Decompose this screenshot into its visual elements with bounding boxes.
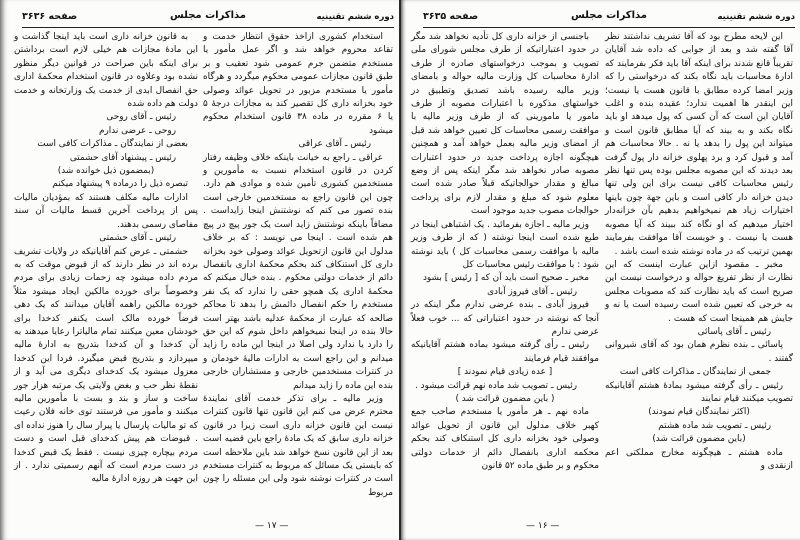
paragraph: پاسائی ـ بنده نظرم همان بود که آقای شیروانی گفتند .: [605, 340, 793, 364]
paragraph: باجنسی از خزانه داری کل تأدیه نخواهد شد مگر در حدود اعتباراتیکه از طرف مجلس شورای ملی تصویب و بموجب درخواستهای صادره از طرف ادارهٔ محاسبات کل وزارت مالیه حواله و بامضای وزیر مالیه رسیده باشد تصدیق وتطبیق در خواستهای مذکوره با اعتبارات مصوبه از طرف مامور یا مامورینی که از طرف وزیر مالیه با موافقت رسمی محاسبات کل تعیین خواهد شد قبل از امضای وزیر مالیه بعمل خواهد آمد و همچنین هیچگونه اجازه پرداخت جدید در حدود اعتبارات مصوبه صادر نخواهد شد مگر اینکه پس از وضع مبالغ و مقدار حوالجاتیکه قبلاً صادر شده است معلوم شود که مبلغ و مقدار لازم برای پرداخت حوالجات مصوب جدید موجود است: [411, 32, 599, 217]
paragraph: به قانون خزانه داری است باید اینجا گذاشت و این مادهٔ مجازات هم خیلی لازم است برداشتن برای اینکه باین صراحت در قوانین دیگر منظور نشده بود وعلاوه در قانون استخدام محکمهٔ اداری حق انفصال ابدی از خدمت یک وزارتخانه و خدمت دولت هم داده شده: [14, 32, 198, 110]
paragraph: وزیر مالیه ـ اجازه بفرمائید . یک اشتباهی اینجا در طبع شده است اینجا نوشته ( که از طرف وزیر مالیه با موافقت رسمی محاسبات کل ) باید نوشته شود : با موافقت رئیس محاسبات کل: [411, 219, 599, 270]
paragraph: ادارات مالیه مکلف هستند که بمؤدیان مالیات پس از پرداخت آخرین قسط مالیات آن سند مفاصای رسمی بدهند.: [14, 192, 198, 230]
header-rule: [22, 27, 394, 28]
text-column-right: [203, 31, 393, 500]
header-series: دوره ششم تقنینیه: [717, 12, 795, 22]
header-title: مذاکرات مجلس: [169, 10, 247, 21]
paragraph: فیروز آبادی ـ بنده عرضی ندارم مگر اینکه در آنجا که نوشته در حدود اعتباراتی که ... خوب فعلاً عرضی ندارم: [411, 300, 599, 337]
paragraph: مخبر ـ مقصود ازاین عبارت اینست که این نظارت از نظر تفریغ حواله و درخواست نیست این صریح است که باید نظارت کند که مصوبات مجلس به خرجی که تعیین شده است رسیده است یا نه و جایش هم همینجا است که هست .: [605, 259, 793, 324]
text-column-left: [411, 31, 599, 473]
speaker-line: رئیس ـ تصویب شد ماده هشتم: [658, 420, 771, 431]
stage-direction: (بمضمون ذیل خوانده شد): [57, 166, 155, 177]
header-rule: [423, 27, 795, 28]
stage-direction: ( باین مضمون قرائت شد ): [455, 393, 555, 404]
paragraph: وزیر مالیه ـ برای تذکر خدمت آقای نمایندهٔ محترم عرض می کنم این قانون تنها قانون کنترات نیست این قانون خزانه داری است زیرا در قانون خزانه داری سابق که یک مادهٔ راجع باین قضیه است بعد از این قانون نسخ خواهد شد باین ملاحظه است که بایستی یک مسائل که مربوط به کنترات مستخدم است در کنترات نوشته شود ولی این مسئله را چون مربوط: [203, 393, 393, 498]
paragraph: بعضی از نمایندگان ـ مذاکرات کافی است: [37, 139, 188, 150]
page-header: [423, 10, 795, 26]
stage-direction: (اکثر نمایندگان قیام نمودند): [648, 407, 750, 418]
paragraph: عراقی ـ راجع به خیانت باینکه خلاف وظیفه رفتار کردن در قانون استخدام نسبت به مأمورین و مستخدمین کشوری تأمین شده و موادی هم دارد. چون این قانون راجع به مستخدمین خارجی است بنده تصور می کنم که نوشتنش اینجا زایداست . مضافاً باینکه نوشتنش زاید است یک جور پیچ در پیچ هم شده است . اینجا می نویسد : که بر خلاف مدلول این قانون ازتحویل عوائد وصولی خود بخزانه داری کل استنکاف کند بحکم محکمهٔ اداری بانفصال دائم از خدمات دولتی محکوم . بنده خیال میکنم که محکمهٔ اداری یک همچو حقی را ندارد که یک نفر مستخدم را حکم انفصال دائمش را بدهد تا محاکم صالحه که عبارت از محکمهٔ عدلیه باشد بهتر است حالا بنده در اینجا نمیخواهم داخل شوم که این حق را دارد یا ندارد ولی اصلا در اینجا این ماده را زاید میدانم و این راجع است به ادارات مالیهٔ خودمان و در کنترات مستخدمین خارجی و مستشاران خارجی بنده این ماده را زاید میدانم: [203, 152, 393, 391]
paragraph: تبصره ذیل را درماده ۹ پیشنهاد میکنم: [52, 179, 188, 190]
speaker-line: رئیس ـ تصویب شد ماده نهم قرائت میشود .: [415, 380, 577, 391]
header-title: مذاکرات مجلس: [570, 10, 648, 21]
stage-direction: (باین مضمون قرائت شد): [652, 434, 746, 445]
paragraph: ماده نهم ـ هر مأمور یا مستخدم صاحب جمع کهبر خلاف مدلول این قانون از تحویل عوائد وصولی خود بخزانه داری کل استنکاف کند بحکم محکمه اداری بانفصال دائم از خدمات دولتی محکوم و بر طبق ماده ۵۲ قانون: [411, 407, 599, 471]
page-right: [401, 0, 800, 540]
paragraph: ماده هشتم ـ هیچگونه مخارج مملکتی اعم ازنقدی و: [605, 447, 793, 471]
speaker-line: رئیس ـ آقای فیروز آبادی: [487, 286, 577, 297]
speaker-line: رئیس ـ آقای پاسائی: [697, 326, 771, 337]
speaker-line: روحی ـ عرضی ندارم: [98, 125, 176, 136]
paragraph: رئیس ـ رأی گرفته میشود بمادهٔ هشتم آقایانیکه تصویب میکنند قیام نمایند: [605, 380, 793, 404]
header-series: دوره ششم تقنینیه: [316, 12, 394, 22]
paragraph: مخبر ـ صحیح است باید آن که [ رئیس ] بشود: [422, 273, 589, 284]
paragraph: رئیس ـ رأی گرفته میشود بماده هشتم آقایانیکه موافقند قیام فرمایند: [411, 340, 599, 364]
paragraph: این لایحه مطرح بود که آقا تشریف نداشتند نظر آقا گفته شد و بعد از جوابی که داده شد آقایان تقریباً قانع شدند برای اینکه آقا باید فکر بفرمایند که ادارهٔ محاسبات باید نگاه بکند که درخواستی را که وزیر امضا کرده مطابق با قانون هست یا نیست؛ این اینقدر ها اهمیت ندارد؛ عقیده بنده و اغلب آقایان این است که آن کسی که پول میدهد او باید نگاه بکند و به بیند که آیا مطابق قانون است و میتواند این پول را بدهد یا نه . حالا محاسبات هم آمد و قبول کرد و برد پهلوی خزانه دار پول گرفت بعد دیدند که این مصوبه مجلس بوده پس تنها نظر رئیس محاسبات کافی نیست برای این ولی تنها دیدن خزانه دار کافی است و باین جهة چون باینها اختیارات زیاد هم نمیخواهیم بدهیم بآن خزانه‌دار اختیار میدهیم که او نگاه کند ببیند که آیا مصوبه هست یا نیست . و خوبست آقا موافقت بفرمایند بهمین ترتیب که در ماده نوشته شده است باشد .: [605, 32, 793, 257]
paragraph: استخدام کشوری ازاخذ حقوق انتظار خدمت و تقاعد محروم خواهد شد و اگر عمل مأمور یا مستخدم متضمن جرم عمومی شود تعقیب و بر طبق قانون مجازات عمومی محکوم میگردد و هرگاه مأمور یا مستخدم مزبور در تحویل عوائد وصولی خود بخزانه داری کل تقصیر کند به مجازات درجهٔ ۵ یا ۶ مقرره در ماده ۳۸ قانون استخدام محکوم میشود: [203, 32, 393, 136]
text-column-right: [605, 31, 793, 473]
page-footer-number: — ۱۷ —: [255, 521, 289, 531]
header-page-number: صفحه ۳۶۳۶: [22, 11, 78, 22]
page-header: [22, 10, 394, 26]
page-footer-number: — ۱۶ —: [526, 521, 560, 531]
header-page-number: صفحه ۳۶۳۵: [423, 11, 479, 22]
paragraph: حشمتی ـ عرض کنم آقایانیکه در ولایات تشریف برده اند در نظر دارند که از قبوض موقت که به مردم داده میشود چه زحمات زیادی برای مردم وخصوصاً برای خورده مالکین ایجاد میشود مثلاً خورده مالکین راهمه آقایان میدانند که یک دهی فرضاً خورده مالک است یکنفر کدخدا برای خودشان معین میکنند تمام مالیاترا رعایا میدهند به آن کدخدا و آن کدخدا بتدریج به ادارهٔ مالیه میپردازد و بتدریج قبض میگیرد. فردا این کدخدا معزول میشود یک کدخدای دیگری می آید و از نقطهٔ نظر حب و بغض ولایتی یک مرتبه هزار جور ساخت و ساز و بند و بست با مأمورین مالیه میکنند و مأمور می فرستند توی خانه فلان رعیت که تو مالیات پارسال یا پیرار سال را هنوز نداده ای . قبوضات هم پیش کدخدای قبل است و دست مردم بیچاره چیزی نیست . فقط یک قبض کدخدا در دست مردم است که آنهم رسمیتی ندارد . از این جهت هر روزه ادارهٔ مالیه: [14, 246, 198, 485]
speaker-line: رئیس ـ آقای روحی: [106, 112, 176, 123]
text-column-left: [14, 31, 198, 487]
speaker-line: رئیس ـ پیشنهاد آقای حشمتی: [69, 152, 176, 163]
speaker-line: رئیس ـ آقای حشمتی: [99, 233, 176, 244]
speaker-line: رئیس ـ آقای عراقی: [298, 139, 371, 150]
stage-direction: [ عده زیادی قیام نمودند ]: [457, 367, 553, 378]
speaker-line: جمعی از نمایندگان ـ مذاکرات کافی است: [619, 367, 771, 378]
